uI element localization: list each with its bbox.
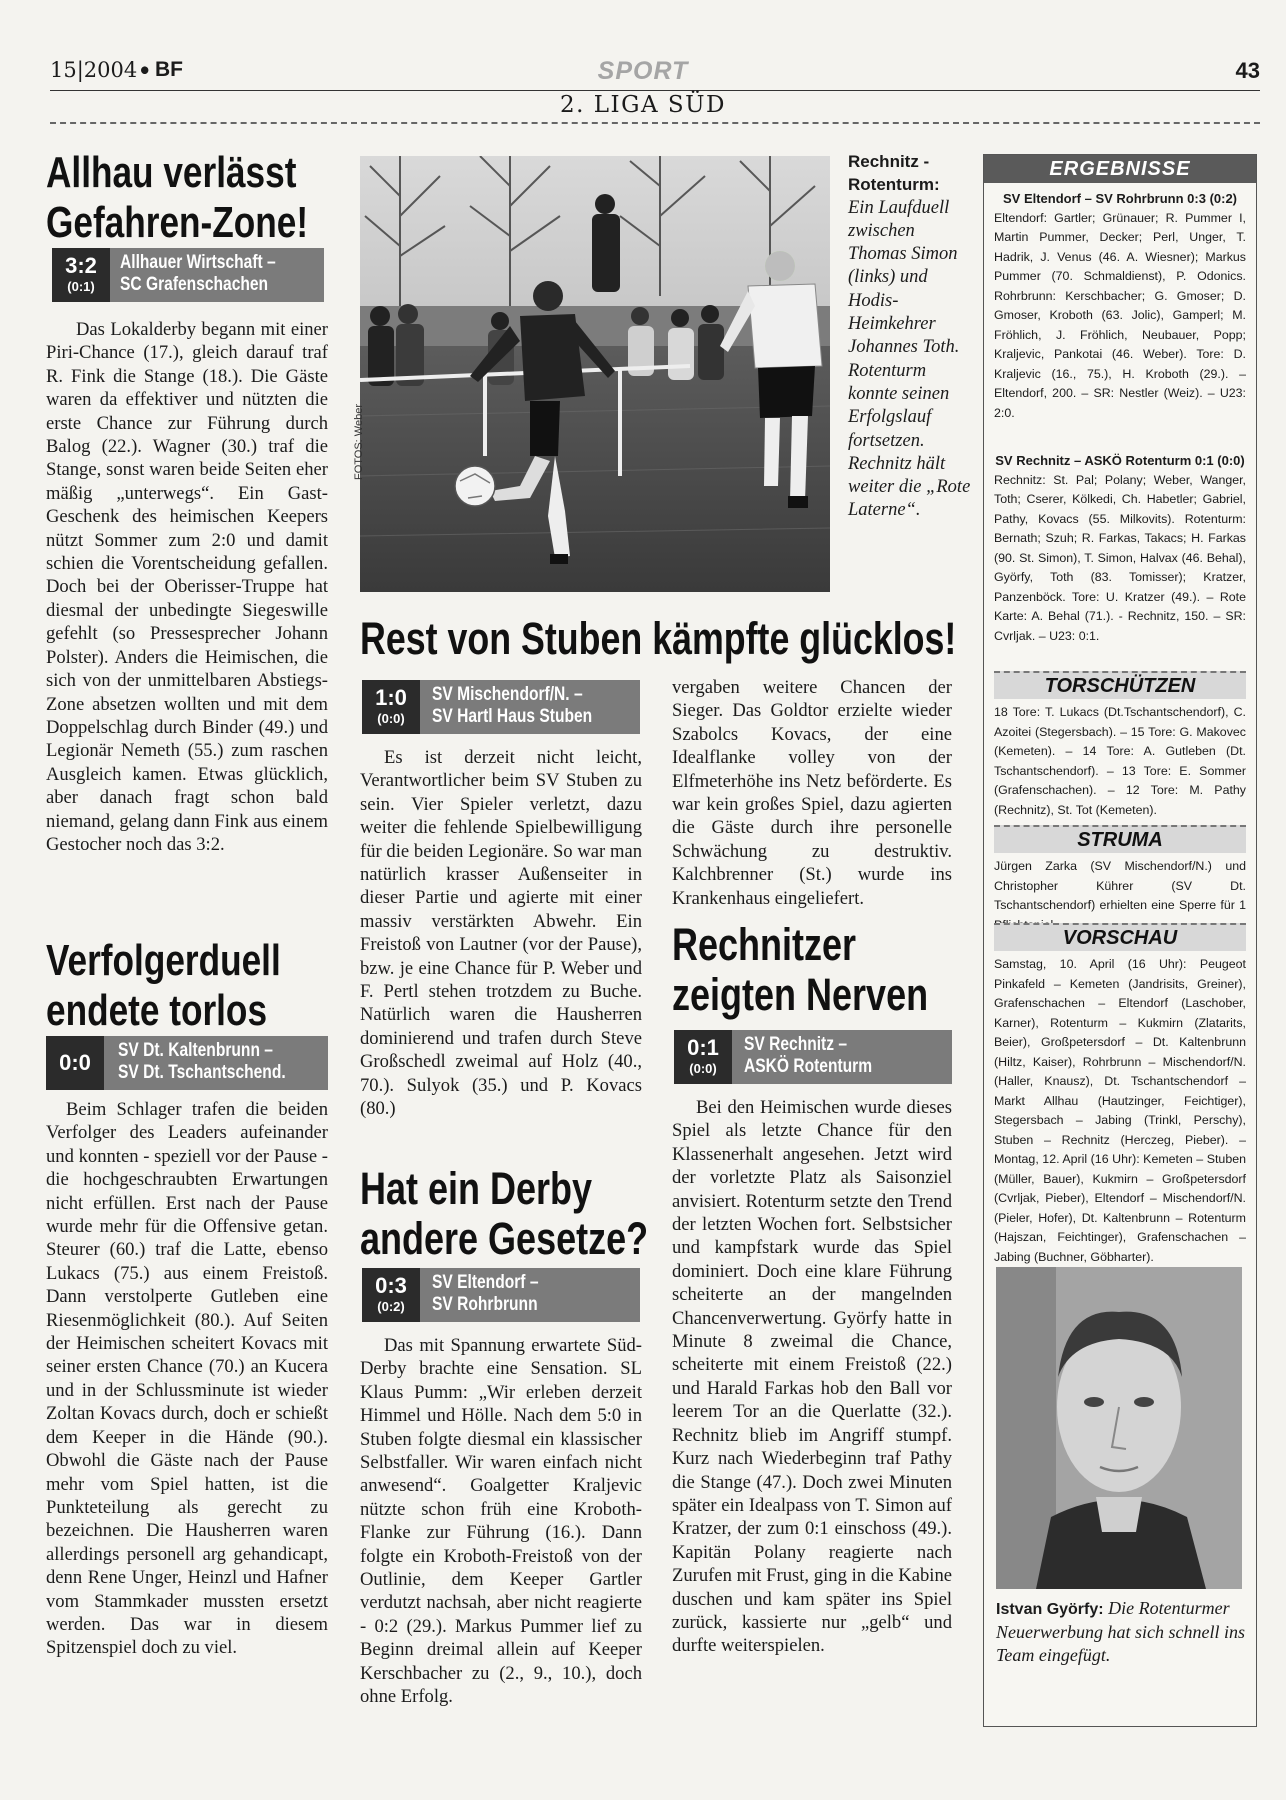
score-box-stuben [362, 680, 640, 734]
issue-date: 15|2004 [50, 58, 138, 82]
headline: Verfolgerduell endete torlos [46, 936, 281, 1035]
section-title: SPORT [597, 57, 689, 85]
torschuetzen-heading: TORSCHÜTZEN [994, 671, 1246, 699]
score-box [52, 248, 324, 302]
magazine-logo: BF [155, 58, 183, 81]
headline-derby: Hat ein Derby andere Gesetze? [360, 1163, 649, 1264]
caption-text: Ein Laufduell zwischen Thomas Simon (links) und Hodis-Heimkehrer Johannes Toth. Rotenturm konnte seinen Erfolgslauf fortsetzen. Rechnitz hält weiter die „Rote Laterne“. [848, 197, 971, 521]
headline-stuben: Rest von Stuben kämpfte glücklos! [360, 613, 957, 664]
headline-rechnitzer: Rechnitzer zeigten Nerven [672, 919, 929, 1020]
torschuetzen-list: 18 Tore: T. Lukacs (Dt.Tschantschendorf), C. Azoitei (Stegersbach). – 15 Tore: G. Makovec (Kemeten). – 14 Tore: A. Gutleben (Dt. Tschantschendorf). – 13 Tore: E. Sommer (Grafenschachen). – 12 Tore: M. Pathy (Rechnitz), St. Tot (Kemeten). [994, 705, 1246, 817]
score-box-derby [362, 1268, 640, 1322]
portrait-photo [996, 1267, 1242, 1589]
portrait-caption: Istvan Györfy: Die Rotenturmer Neuerwerbung hat sich schnell ins Team eingefügt. [996, 1598, 1245, 1665]
bullet: • [138, 58, 152, 83]
match-photo [353, 156, 830, 592]
struma-text: Jürgen Zarka (SV Mischendorf/N.) und Christopher Kührer (SV Dt. Tschantschendorf) erhielten eine Sperre für 1 [994, 859, 1246, 912]
score-teams: SV Eltendorf – SV Rohrbrunn [432, 1272, 539, 1315]
article-verfolgerduell [46, 936, 328, 1736]
article-body-stuben: Es ist derzeit nicht leicht, Verantwortlicher beim SV Stuben zu sein. Vier Spieler verletzt, dazu weiter die fehlende Spielbewilligung für die beiden Legionäre. So war man natürlich krasser Außenseiter in dieser Partie und agierte mit einer massiv verstärkten Abwehr. Ein Freistoß von Lautner (vor der Pause), bzw. je eine Chance für P. Weber und F. Pertl stehen trotzdem zu Buche. Natürlich waren die Hausherren dominierend und trafen durch Steve Großschedl zweimal auf Holz (40., 70.). Sulyok (35.) und P. Kovacs (80.) [360, 747, 642, 1120]
article-body-stuben-cont: vergaben weitere Chancen der Sieger. Das Goldtor erzielte wieder Szabolcs Kovacs, der eine Idealflanke volley von der Elfmeterhöhe ins Netz beförderte. Es war kein großes Spiel, dazu agierten die Gäste durch ihre personelle Schwächung zu destruktiv. Kalchbrenner (St.) wurde ins Krankenhaus eingeliefert. [672, 677, 952, 909]
sidebar-box [983, 154, 1257, 1727]
score-teams: SV Dt. Kaltenbrunn – SV Dt. Tschantschend. [118, 1040, 286, 1083]
score-teams: SV Mischendorf/N. – SV Hartl Haus Stuben [432, 684, 593, 727]
score-result: 0:0 [46, 1036, 104, 1090]
article-body-derby: Das mit Spannung erwartete Süd-Derby brachte eine Sensation. SL Klaus Pumm: „Wir erleben derzeit Himmel und Hölle. Nach dem 5:0 in Stuben folgte diesmal ein klassischer Selbstfaller. Wir waren einfach nicht anwesend“. Goalgetter Kraljevic nützte schon früh eine Kroboth-Flanke zur Führung (16.). Dann folgte ein Kroboth-Freistoß von der Outlinie, dem Keeper Gartler verdutzt nachsah, aber nicht reagierte - 0:2 (29.). Markus Pummer lief zu Beginn dreimal allein auf Keeper Kerschbacher zu (2., 9., 10.), doch ohne Erfolg. [360, 1335, 642, 1708]
score-box-rechnitz [674, 1030, 952, 1084]
match2-results: SV Rechnitz – ASKÖ Rotenturm 0:1 (0:0) Rechnitz: St. Pal; Polany; Weber, Wanger, Toth; Cserer, Kölkedi, Ch. Habetler; Gabriel, Pathy, Kovacs (55. Milkovits). Rotenturm: Bernath; Szuh; R. Farkas, Takacs; H. Farkas (90. St. Simon), T. Simon, Halvax (46. Behal), Györfy, Toth (83. Tomisser); Kratzer, Panzenböck. Tore: U. Kratzer (49.). – Rote Karte: A. Behal (71.). - Rechnitz, 150. – SR: Cvrljak. – U23: 0:1. [994, 453, 1246, 643]
league-title: 2. LIGA SÜD [560, 92, 726, 118]
header-dash-rule [50, 122, 1260, 124]
score-result: 1:0 (0:0) [362, 680, 420, 734]
score-result: 0:3 (0:2) [362, 1268, 420, 1322]
page-number: 43 [1235, 58, 1260, 83]
header-rule [50, 90, 1260, 91]
score-result: 3:2 (0:1) [52, 248, 110, 302]
score-box [46, 1036, 328, 1090]
headline: Allhau verlässt Gefahren-Zone! [46, 148, 309, 247]
score-result: 0:1 (0:0) [674, 1030, 732, 1084]
score-teams: SV Rechnitz – ASKÖ Rotenturm [744, 1034, 873, 1077]
caption-head: Rechnitz - Rotenturm: [848, 152, 940, 195]
article-body: Das Lokalderby begann mit einer Piri-Chance (17.), gleich darauf traf R. Fink die Stange (18.). Die Gäste waren da effektiver und nützten die erste Chance zur Führung durch Balog (22.). Wagner (30.) traf die Stange, sonst waren beide Seiten eher mäßig „unterwegs“. Ein Gast-Geschenk des heimischen Keepers nützt Sommer zum 2:0 und damit schien die Vorentscheidung gefallen. Doch bei der Oberisser-Truppe hat diesmal der unbedingte Siegeswille gefehlt (so Pressesprecher Johann Polster). Anders die Heimischen, die sich von der unmittelbaren Abstiegs-Zone absetzen wollten und mit dem Doppelschlag durch Binder (49.) und Legionär Nemeth (55.) zum raschen Ausgleich kamen. Etwas glücklich, aber danach fragt schon bald niemand, gelang dann Fink aus einem Gestocher noch das 3:2. [46, 319, 328, 855]
struma-heading: STRUMA [994, 825, 1246, 853]
score-teams: Allhauer Wirtschaft – SC Grafenschachen [120, 252, 276, 295]
article-body: Beim Schlager trafen die beiden Verfolger des Leaders aufeinander und konnten - speziell vor der Pause - die hochgeschraubten Erwartungen nicht erfüllen. Erst nach der Pause wurde mehr für die Offensive getan. Steurer (60.) traf die Latte, ebenso Lukacs (75.) aus einem Freistoß. Dann verstolperte Gutleben eine Riesenmöglichkeit (80.). Auf Seiten der Heimischen scheitert Kovacs mit seiner ersten Chance (70.) an Kucera und in der Schlussminute ist wieder Zoltan Kovacs durch, doch er schießt dem Keeper in die Hände (90.). Obwohl die Gäste nach der Pause mehr vom Spiel hatten, ist die Punkteteilung als gerecht zu bezeichnen. Die Hausherren waren allerdings personell arg gehandicapt, denn Rene Unger, Heinzl und Hafner vom Stammkader mussten ersetzt werden. Das war in diesem Spitzenspiel doch zu viel. [46, 1099, 328, 1659]
photo-caption [848, 150, 974, 523]
ergebnisse-heading: ERGEBNISSE [984, 155, 1256, 183]
photo-credit: FOTOS: Weber [353, 404, 365, 481]
match1-results: SV Eltendorf – SV Rohrbrunn 0:3 (0:2) Eltendorf: Gartler; Grünauer; R. Pummer I, Martin Pummer, Decker; Perl, Unger, T. Hadrik, J. Venus (46. A. Wiesner); Markus Pummer (70. Schmaldienst), P. Odonics. Rohrbrunn: Kerschbacher; G. Gmoser; D. Gmoser, Kroboth (63. Jolic), Gamperl; M. Fröhlich, J. Fröhlich, Neubauer, Popp; Kraljevic, Pankotai (46. Weber). Tore: D. Kraljevic (16., 75.), H. Kroboth (29.). – Eltendorf, 200. – SR: Nestler (Weiz). – U23: 2:0. [994, 191, 1246, 420]
vorschau-text: Samstag, 10. April (16 Uhr): Peugeot Pinkafeld – Kemeten (Jandrisits, Greiner), Grafenschachen – Eltendorf (Laschober, Karner), Rotenturm – Kukmirn (Zlatarits, Beier), Großpetersdorf – Dt. Kaltenbrunn (Hiltz, Kaiser), Rohrbrunn – Mischendorf/N. (Haller, Knausz), Dt. Tschantschendorf – Markt Allhau (Hautzinger, Feichtiger), Stegersbach – Jabing (Trinkl, Perschy), Stuben – Rechnitz (Herczeg, Pieber). – Montag, 12. April (16 Uhr): Kemeten – Stuben (Müller, Bauer), Kukmirn – Großpetersdorf (Cvrljak, Pieber), Eltendorf – Mischendorf/N. (Pieler, Hofer), Dt. Kaltenbrunn – Rotenturm (Hajszan, Feichtinger), Grafenschachen – Jabing (Buchner, Göbharter). [994, 957, 1246, 1264]
article-body-rechnitz: Bei den Heimischen wurde dieses Spiel als letzte Chance für den Klassenerhalt angesehen. Jetzt wird der vorletzte Platz als Saisonziel anvisiert. Rotenturm setzte den Trend der letzten Wochen fort. Selbstsicher und kampfstark wurde das Spiel dominiert. Doch eine klare Führung scheiterte an der mangelnden Chancenverwertung. Györfy hatte in Minute 8 zweimal die Chance, scheiterte mit einem Freistoß (22.) und Harald Farkas hob den Ball vor leerem Tor an die Querlatte (32.). Rechnitz blieb im Angriff stumpf. Kurz nach Wiederbeginn traf Pathy die Stange (47.). Doch zwei Minuten später ein Idealpass von T. Simon auf Kratzer, der zum 0:1 einschoss (49.). Kapitän Polany reagierte nach Zurufen mit Frust, ging in die Kabine duschen und kam später ins Spiel zurück, kassierte nur „gelb“ und durfte weiterspielen. [672, 1097, 952, 1657]
vorschau-heading: VORSCHAU [994, 923, 1246, 951]
article-allhau [46, 148, 328, 928]
